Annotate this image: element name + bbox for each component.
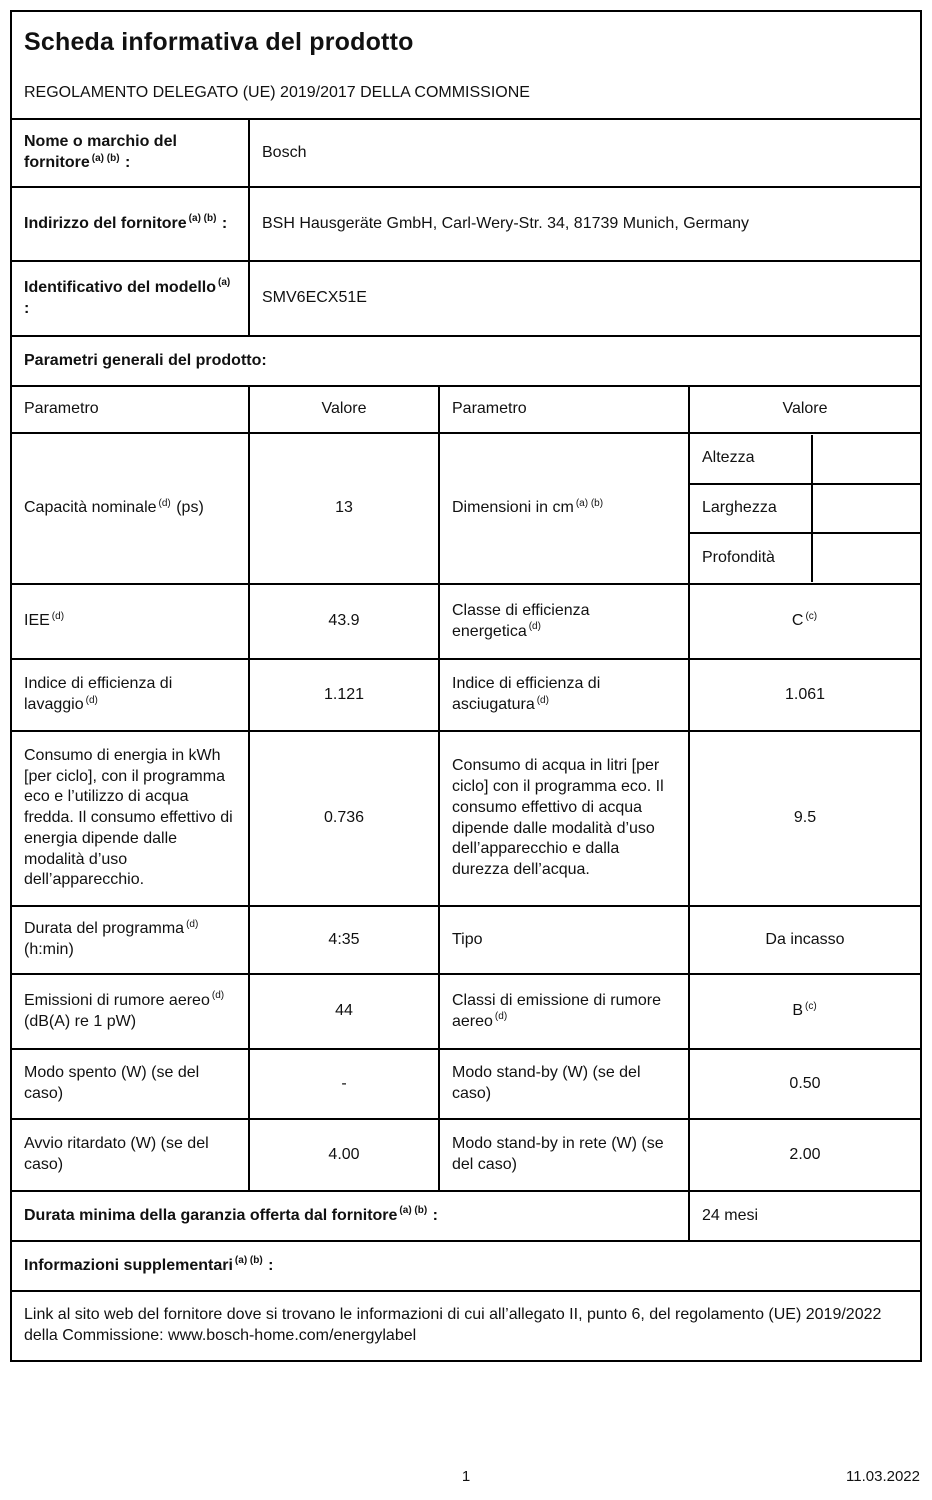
label-suffix: : [221,214,228,232]
label-sup: (d) [536,694,549,706]
capacity-value: 13 [249,433,439,584]
param-row-efficiency-index [11,659,921,731]
param-value [689,974,921,1049]
dimension-value [813,435,920,483]
value-text: 44 [335,1002,353,1020]
param-label [11,906,249,974]
param-value [249,1049,439,1119]
param-row-noise [11,974,921,1049]
label-sup: (d) [158,497,171,509]
footer-date: 11.03.2022 [846,1468,920,1485]
param-label [439,584,689,659]
label-extra: (dB(A) re 1 pW) [24,1012,137,1030]
param-value [689,1119,921,1191]
column-header-param1: Parametro [11,386,249,433]
page-footer [0,1468,932,1492]
dimension-value [813,485,920,533]
label-text: Durata minima della garanzia offerta dal fornitore [24,1206,398,1224]
page-subtitle: REGOLAMENTO DELEGATO (UE) 2019/2017 DELLA COMMISSIONE [24,83,530,101]
label-sup: (a) (b) [575,497,604,509]
label-suffix: : [125,154,131,171]
label-text: Consumo di energia in kWh [per ciclo], con il programma eco e l’utilizzo di acqua fredda. Il consumo effettivo di energia dipende dalle modalità d’uso dell’apparecchio. [24,746,233,889]
dimension-label: Larghezza [690,485,813,533]
param-value [689,906,921,974]
label-sup: (a) (b) [188,213,217,225]
param-label [11,659,249,731]
param-row-duration-type [11,906,921,974]
label-sup: (d) [51,610,65,622]
label-text: Indice di efficienza di lavaggio [24,675,173,713]
param-value [689,659,921,731]
column-header-value2: Valore [689,386,921,433]
label-sup: (a) [218,277,231,289]
column-header-value1: Valore [249,386,439,433]
label-text: Indirizzo del fornitore [24,214,187,232]
label-sup: (d) [186,918,199,930]
supplementary-info-row [11,1241,921,1291]
param-row-iee [11,584,921,659]
guarantee-value: 24 mesi [689,1191,921,1241]
value-text: 0.50 [789,1074,821,1092]
param-label [439,906,689,974]
param-value [249,731,439,906]
value-text: 4.00 [328,1145,360,1163]
guarantee-row [11,1191,921,1241]
label-text: Tipo [452,930,483,948]
label-text: Durata del programma [24,920,185,938]
capacity-label [11,433,249,584]
param-label [11,974,249,1049]
param-row-consumption [11,731,921,906]
label-text: Nome o marchio del fornitore [24,133,177,171]
title-row [11,11,921,119]
value-sup: (c) [805,610,818,622]
label-sup: (d) [85,694,98,706]
label-extra: (h:min) [24,941,74,958]
label-text: Consumo di acqua in litri [per ciclo] con il programma eco. Il consumo effettivo di acqua dipende dalle modalità d’uso dell’apparecchio e dalla durezza dell’acqua. [452,757,664,879]
column-header-param2: Parametro [439,386,689,433]
param-row-off-standby [11,1049,921,1119]
product-fiche-table [10,10,922,1362]
param-label [439,1119,689,1191]
label-text: IEE [24,612,50,630]
label-sup: (d) [494,1011,508,1023]
dimensions-label [439,433,689,584]
label-text: Dimensioni in cm [452,499,574,517]
dimension-label: Profondità [690,534,813,582]
param-value [249,974,439,1049]
general-parameters-section-title: Parametri generali del prodotto: [11,336,921,386]
model-identifier-value: SMV6ECX51E [249,261,921,336]
label-sup: (d) [211,990,225,1002]
general-parameters-section-row [11,336,921,386]
supplier-address-row [11,187,921,261]
label-sup: (d) [528,621,541,633]
label-suffix: : [432,1206,438,1224]
value-text: 1.061 [784,685,826,703]
label-text: Modo spento (W) (se del caso) [24,1064,200,1102]
label-text: Informazioni supplementari [24,1256,233,1274]
label-text: Classi di emissione di rumore aereo [452,991,661,1030]
supplier-link-text: Link al sito web del fornitore dove si trovano le informazioni di cui all’allegato II, punto 6, del regolamento (UE) 2019/2022 della Commissione: www.bosch-home.com/energylabel [11,1291,921,1361]
model-identifier-row [11,261,921,336]
page-number: 1 [461,1468,471,1485]
label-text: Modo stand-by (W) (se del caso) [452,1064,641,1102]
dimension-row-height [690,435,920,485]
value-text: 2.00 [789,1145,821,1163]
capacity-dimensions-row [11,433,921,584]
param-label [11,1049,249,1119]
dimension-row-depth [690,534,920,582]
product-fiche [10,10,922,1362]
value-text: 4:35 [328,930,360,948]
param-value [689,584,921,659]
dimension-row-width [690,485,920,535]
param-row-delay-network [11,1119,921,1191]
param-label [439,974,689,1049]
label-sup: (a) (b) [234,1255,263,1267]
column-header-row [11,386,921,433]
label-text: Identificativo del modello [24,278,217,296]
supplier-address-label [11,187,249,261]
value-text: Da incasso [765,930,845,948]
value-text: 0.736 [323,809,365,827]
param-value [249,906,439,974]
label-sup: (a) (b) [399,1205,428,1217]
param-label [439,1049,689,1119]
param-value [249,1119,439,1191]
supplier-name-value: Bosch [249,119,921,187]
supplier-name-row [11,119,921,187]
label-text: Emissioni di rumore aereo [24,991,210,1009]
value-text: C [791,612,804,630]
label-text: Capacità nominale [24,499,157,517]
model-identifier-label [11,261,249,336]
supplier-link-row [11,1291,921,1361]
supplementary-info-label [11,1241,921,1291]
dimension-label: Altezza [690,435,813,483]
value-sup: (c) [805,1000,817,1012]
param-value [249,659,439,731]
label-suffix: : [268,1256,274,1274]
value-text: 43.9 [328,612,360,630]
value-text: 9.5 [793,809,817,827]
value-text: B [792,1002,803,1020]
label-suffix: : [24,299,30,317]
label-sup: (a) (b) [91,152,120,164]
dimension-value [813,534,920,582]
param-value [249,584,439,659]
value-text: - [341,1074,347,1092]
param-label [11,584,249,659]
label-text: Avvio ritardato (W) (se del caso) [24,1135,209,1173]
supplier-address-value: BSH Hausgeräte GmbH, Carl-Wery-Str. 34, 81739 Munich, Germany [249,187,921,261]
label-text: Classe di efficienza energetica [452,601,590,640]
title-cell [11,11,921,119]
dimensions-values-cell [689,433,921,584]
label-unit: (ps) [176,499,204,517]
param-value [689,1049,921,1119]
param-label [11,731,249,906]
param-label [439,731,689,906]
value-text: 1.121 [323,685,365,703]
label-text: Indice di efficienza di asciugatura [452,675,601,713]
param-value [689,731,921,906]
page-title: Scheda informativa del prodotto [24,28,414,57]
dimensions-table [690,435,920,582]
guarantee-label [11,1191,689,1241]
label-text: Modo stand-by in rete (W) (se del caso) [452,1135,664,1173]
param-label [11,1119,249,1191]
param-label [439,659,689,731]
supplier-name-label [11,119,249,187]
